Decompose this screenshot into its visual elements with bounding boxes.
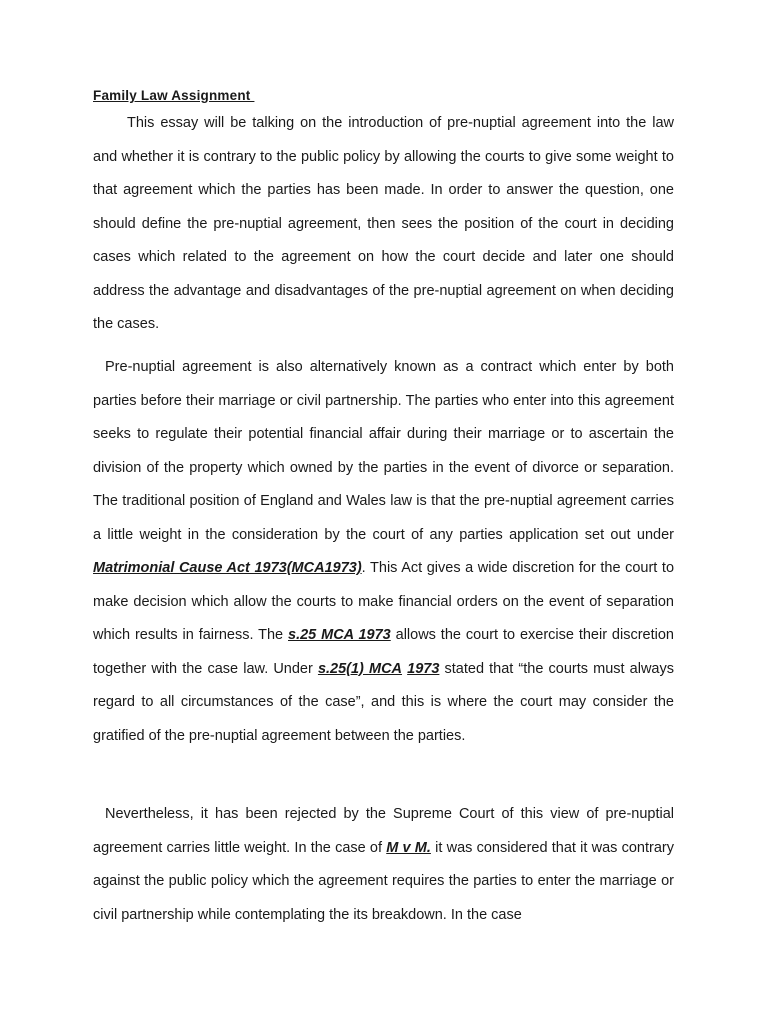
paragraph-text: This essay will be talking on the introduction of pre-nuptial agreement into the law and whether it is contrary to the public policy by allowing the courts to give some weight to that agreement which the parties has been made. In order to answer the question, one should define the pre-nuptial agreement, then sees the position of the court in deciding cases which related to the agreement on how the court decide and later one should address the advantage and disadvantages of the pre-nuptial agreement on when deciding the cases. — [93, 115, 674, 332]
paragraph-text: Nevertheless, it has been rejected by the Supreme Court of this view of pre-nuptial agreement carries little weight. In the case of — [93, 806, 674, 856]
paragraph-text: Pre-nuptial agreement is also alternatively known as a contract which enter by both parties before their marriage or civil partnership. The parties who enter into this agreement seeks to regulate their potential financial affair during their marriage or to ascertain the division of the property which owned by the parties in the event of divorce or separation. The traditional position of England and Wales law is that the pre-nuptial agreement carries a little weight in the consideration by the court of any parties application set out under — [93, 359, 674, 543]
paragraph-prenuptial-definition — [93, 351, 674, 753]
legal-reference-s25: s.25 MCA 1973 — [288, 627, 391, 643]
legal-reference-mca1973: Matrimonial Cause Act 1973(MCA1973) — [93, 560, 362, 576]
document-title: Family Law Assignment — [93, 88, 255, 103]
paragraph-text: it was considered that it was contrary against the public policy which the agreement requires the parties to enter the marriage or civil partnership while contemplating the its breakdown. In the case — [93, 839, 674, 923]
paragraph-text: stated that “the courts must always regard to all circumstances of the case”, and this is where the court may consider the gratified of the pre-nuptial agreement between the parties. — [93, 660, 674, 744]
paragraph-supreme-court — [93, 798, 674, 932]
case-reference-m-v-m: M v M. — [386, 839, 431, 856]
paragraph-introduction — [93, 107, 674, 342]
paragraph-text: . This Act gives a wide discretion for the court to make decision which allow the courts to make financial orders on the event of separation which results in fairness. The — [93, 560, 675, 643]
paragraph-text: allows the court to exercise their discretion together with the case law. Under — [93, 627, 674, 677]
legal-reference-year: 1973 — [407, 660, 440, 677]
legal-reference-s25-1: s.25(1) MCA — [317, 660, 403, 677]
